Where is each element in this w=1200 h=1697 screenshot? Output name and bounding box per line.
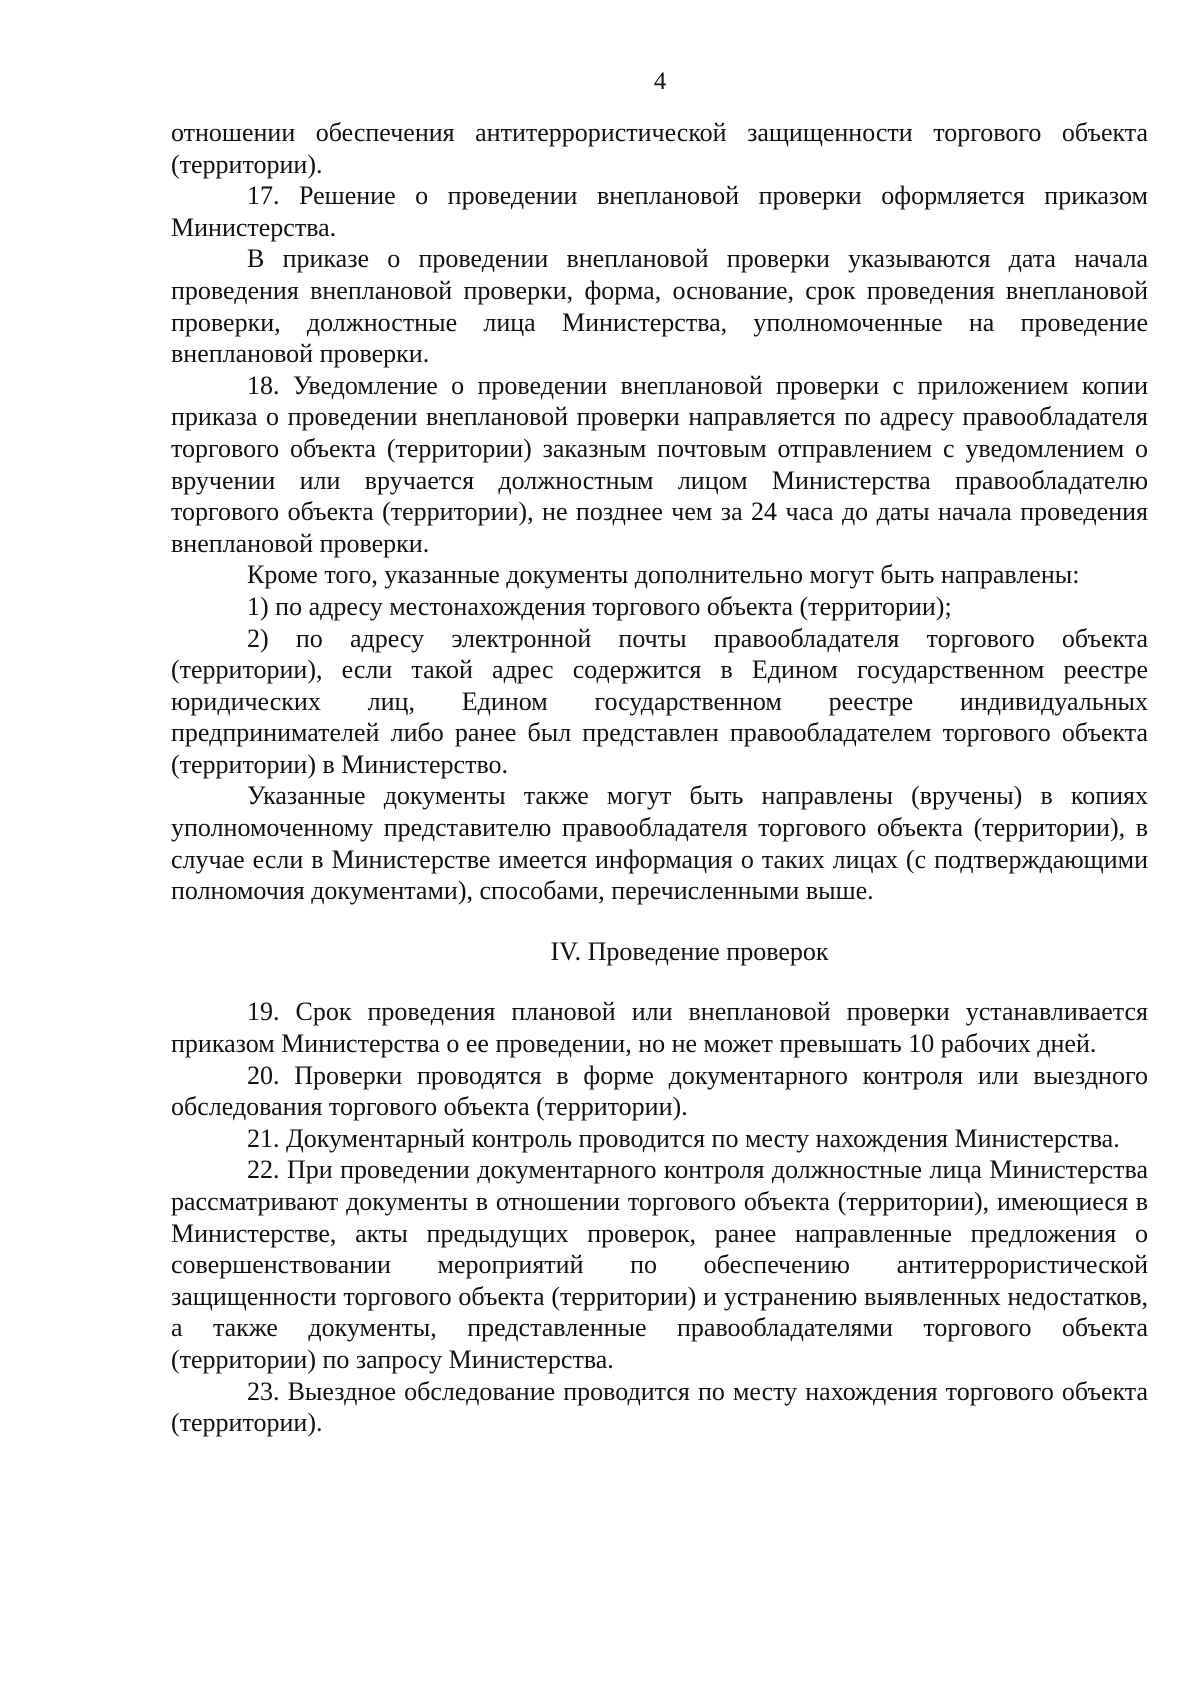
paragraph-22: 22. При проведении документарного контроля должностные лица Министерства рассматривают документы в отношении торгового объекта (территории), имеющиеся в Министерстве, акты предыдущих проверок, ранее направленные предложения о совершенствовании мероприятий по обеспечению антитеррористической защищенности торгового объекта (территории) и устранению выявленных недостатков, а также документы, представленные правообладателями торгового объекта (территории) по запросу Министерства. bbox=[171, 1155, 1148, 1374]
page-number: 4 bbox=[653, 68, 667, 95]
paragraph-continuation: отношении обеспечения антитеррористической защищенности торгового объекта (территории). bbox=[171, 118, 1148, 179]
paragraph-delivery-item-1: 1) по адресу местонахождения торгового объекта (территории); bbox=[247, 591, 952, 621]
paragraph-additional-delivery: Кроме того, указанные документы дополнительно могут быть направлены: bbox=[247, 560, 1080, 590]
paragraph-23: 23. Выездное обследование проводится по месту нахождения торгового объекта (территории). bbox=[171, 1376, 1148, 1438]
section-heading: IV. Проведение проверок bbox=[550, 936, 829, 966]
paragraph-order-contents: В приказе о проведении внеплановой проверки указываются дата начала проведения внеплановой проверки, форма, основание, срок проведения внеплановой проверки, должностные лица Министерства, уполномоченные на проведение внеплановой проверки. bbox=[171, 244, 1148, 369]
paragraph-representative-delivery: Указанные документы также могут быть направлены (вручены) в копиях уполномоченному представителю правообладателя торгового объекта (территории), в случае если в Министерстве имеется информация о таких лицах (с подтверждающими полномочия документами), способами, перечисленными выше. bbox=[171, 781, 1148, 906]
paragraph-20: 20. Проверки проводятся в форме документарного контроля или выездного обследования торгового объекта (территории). bbox=[171, 1060, 1148, 1122]
paragraph-19: 19. Срок проведения плановой или внеплановой проверки устанавливается приказом Министерства о ее проведении, но не может превышать 10 рабочих дней. bbox=[171, 997, 1148, 1059]
document-body bbox=[171, 117, 1148, 1439]
paragraph-delivery-item-2: 2) по адресу электронной почты правообладателя торгового объекта (территории), если такой адрес содержится в Едином государственном реестре юридических лиц, Едином государственном реестре индивидуальных предпринимателей либо ранее был представлен правообладателем торгового объекта (территории) в Министерство. bbox=[171, 623, 1148, 779]
paragraph-18: 18. Уведомление о проведении внеплановой проверки с приложением копии приказа о проведении внеплановой проверки направляется по адресу правообладателя торгового объекта (территории) заказным почтовым отправлением с уведомлением о вручении или вручается должностным лицом Министерства правообладателю торгового объекта (территории), не позднее чем за 24 часа до даты начала проведения внеплановой проверки. bbox=[171, 370, 1148, 558]
paragraph-17: 17. Решение о проведении внеплановой проверки оформляется приказом Министерства. bbox=[171, 181, 1148, 242]
paragraph-21: 21. Документарный контроль проводится по месту нахождения Министерства. bbox=[247, 1123, 1120, 1153]
